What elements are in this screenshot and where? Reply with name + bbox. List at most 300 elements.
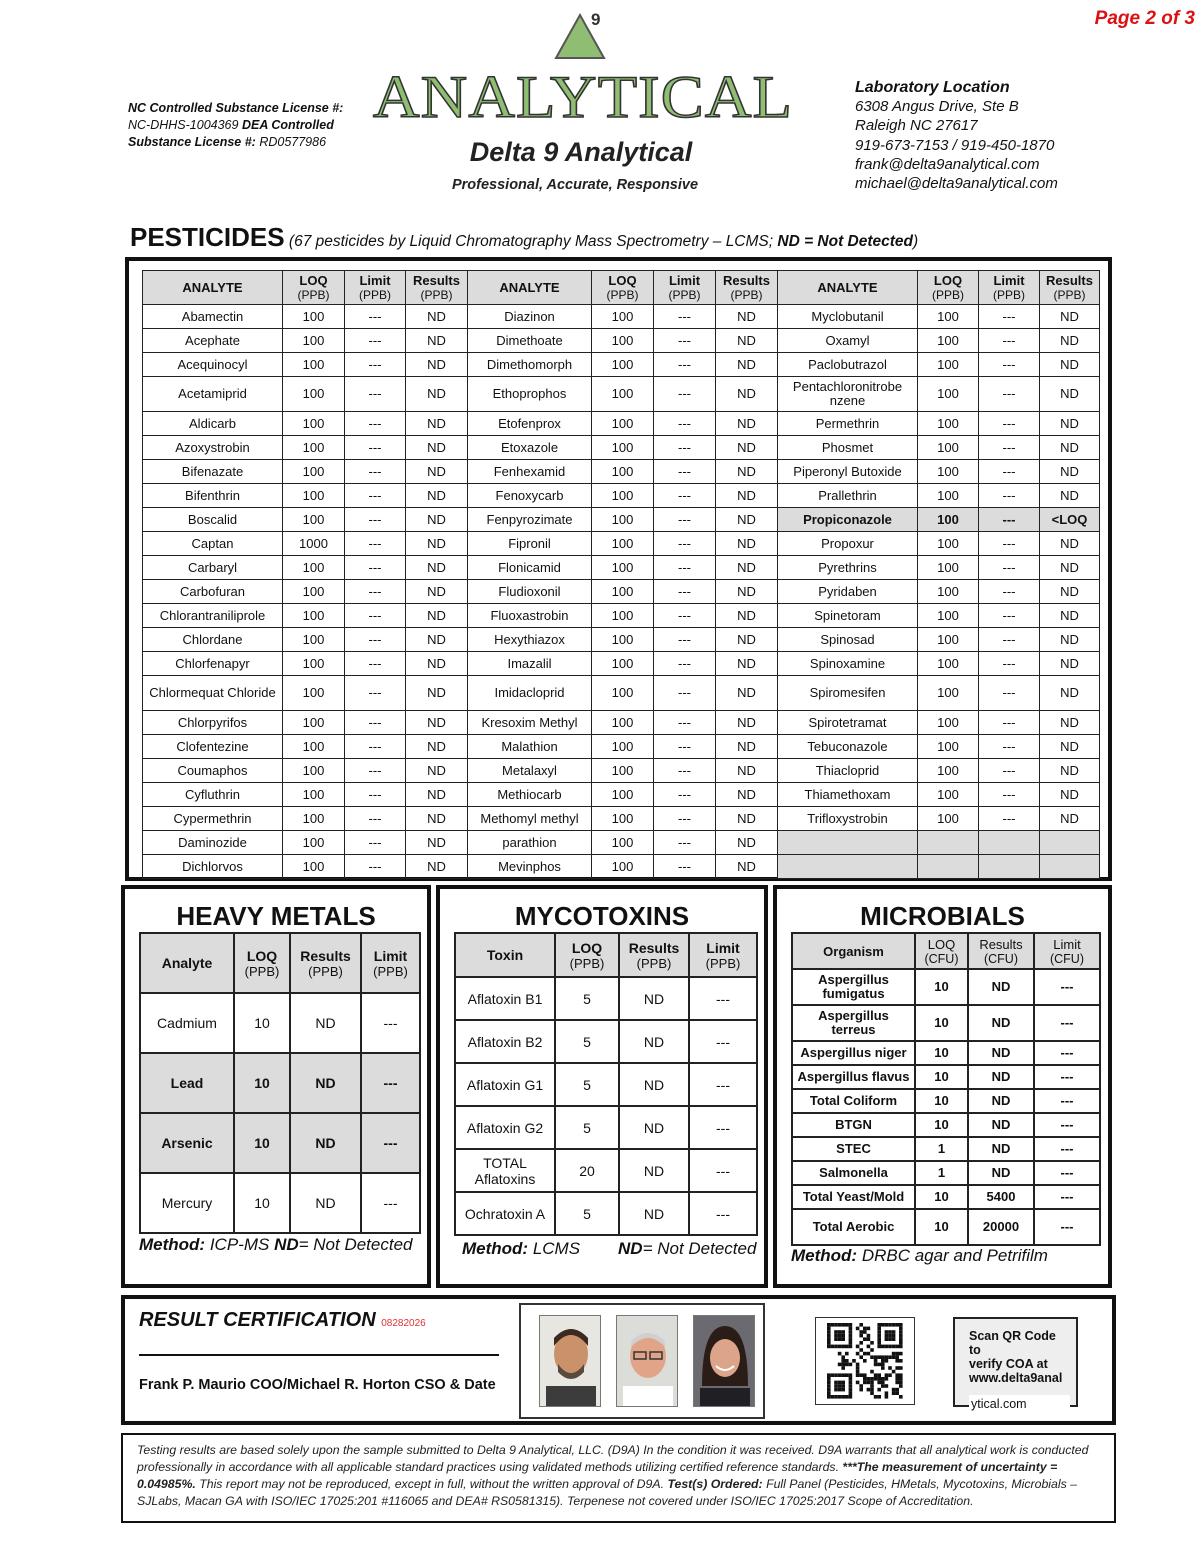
value-cell: 100: [283, 305, 345, 329]
header-loq: [283, 271, 345, 305]
table-row: [143, 735, 1100, 759]
myco-header-toxin: Toxin: [455, 933, 555, 977]
value-cell: 100: [592, 855, 654, 879]
value-cell: ---: [345, 711, 406, 735]
header-limit-label: Limit: [359, 272, 391, 288]
hm-header-loq: LOQ (PPB): [234, 933, 290, 993]
micro-cell: ND: [968, 1161, 1034, 1185]
value-cell: 100: [283, 377, 345, 412]
micro-cell: ND: [968, 1065, 1034, 1089]
myco-cell: 5: [555, 1020, 619, 1063]
value-cell: ND: [1040, 652, 1100, 676]
table-row: [455, 1020, 757, 1063]
value-cell: ND: [716, 305, 778, 329]
value-cell: ---: [979, 783, 1040, 807]
myco-cell: Aflatoxin G1: [455, 1063, 555, 1106]
value-cell: ND: [406, 783, 468, 807]
value-cell: ND: [1040, 807, 1100, 831]
myco-cell: ND: [619, 1020, 689, 1063]
analyte-cell: Dimethoate: [468, 329, 592, 353]
analyte-cell: Clofentezine: [143, 735, 283, 759]
analyte-cell: Imazalil: [468, 652, 592, 676]
value-cell: ---: [654, 377, 716, 412]
analyte-cell: Cyfluthrin: [143, 783, 283, 807]
mycotoxins-title: MYCOTOXINS: [514, 901, 690, 931]
value-cell: 100: [918, 436, 979, 460]
value-cell: ND: [1040, 711, 1100, 735]
analyte-cell: Kresoxim Methyl: [468, 711, 592, 735]
value-cell: ---: [654, 508, 716, 532]
pesticides-table: [142, 270, 1100, 879]
value-cell: ---: [654, 436, 716, 460]
value-cell: ND: [406, 484, 468, 508]
analyte-cell: Thiacloprid: [778, 759, 918, 783]
value-cell: ND: [406, 532, 468, 556]
value-cell: 100: [592, 353, 654, 377]
myco-cell: ND: [619, 1149, 689, 1192]
value-cell: ---: [345, 628, 406, 652]
micro-cell: ---: [1034, 1065, 1100, 1089]
dea-label-2: Substance License #:: [128, 135, 256, 149]
value-cell: 100: [592, 735, 654, 759]
hm-cell: ---: [361, 1053, 420, 1113]
analyte-cell: Malathion: [468, 735, 592, 759]
qr-code-icon: [816, 1318, 914, 1404]
analyte-cell: Daminozide: [143, 831, 283, 855]
myco-header-limit: Limit (PPB): [689, 933, 757, 977]
hm-cell: 10: [234, 1173, 290, 1233]
disclaimer-tests-label: Test(s) Ordered:: [667, 1477, 763, 1491]
analyte-cell: Oxamyl: [778, 329, 918, 353]
hm-cell: 10: [234, 1053, 290, 1113]
hm-cell: Mercury: [140, 1173, 234, 1233]
analyte-cell: parathion: [468, 831, 592, 855]
scan-line-3: www.delta9anal: [969, 1371, 1063, 1385]
table-row: [455, 1192, 757, 1235]
value-cell: 100: [592, 412, 654, 436]
value-cell: ---: [654, 329, 716, 353]
value-cell: ND: [716, 604, 778, 628]
table-row: [143, 412, 1100, 436]
empty-cell: [918, 855, 979, 879]
empty-cell: [979, 831, 1040, 855]
table-row: [792, 1209, 1100, 1245]
analyte-cell: Tebuconazole: [778, 735, 918, 759]
value-cell: ---: [654, 460, 716, 484]
value-cell: ---: [345, 412, 406, 436]
header-limit-unit: (PPB): [358, 287, 391, 302]
value-cell: ND: [406, 807, 468, 831]
table-row: [143, 831, 1100, 855]
lab-address-2: Raleigh NC 27617: [855, 117, 978, 135]
analyte-cell: Etoxazole: [468, 436, 592, 460]
value-cell: ---: [345, 735, 406, 759]
value-cell: ---: [979, 711, 1040, 735]
myco-nd-label: ND: [618, 1239, 643, 1258]
value-cell: ND: [1040, 377, 1100, 412]
analyte-cell: Ethoprophos: [468, 377, 592, 412]
value-cell: ND: [1040, 604, 1100, 628]
table-row: [143, 305, 1100, 329]
table-row: [143, 580, 1100, 604]
hm-header-limit: Limit (PPB): [361, 933, 420, 993]
micro-cell: ---: [1034, 1185, 1100, 1209]
analyte-cell: Bifenthrin: [143, 484, 283, 508]
microbials-title: MICROBIALS: [860, 901, 1025, 931]
myco-cell: Aflatoxin G2: [455, 1106, 555, 1149]
hm-cell: Cadmium: [140, 993, 234, 1053]
value-cell: 100: [592, 831, 654, 855]
value-cell: 100: [592, 783, 654, 807]
table-row: [792, 1089, 1100, 1113]
value-cell: 100: [592, 305, 654, 329]
header-results: [716, 271, 778, 305]
table-row: [143, 676, 1100, 711]
empty-cell: [979, 855, 1040, 879]
value-cell: 100: [283, 759, 345, 783]
myco-cell: ---: [689, 1149, 757, 1192]
lab-email-1[interactable]: frank@delta9analytical.com: [855, 155, 1040, 173]
micro-cell: 10: [915, 1089, 968, 1113]
header-analyte: ANALYTE: [468, 271, 592, 305]
lab-phone: 919-673-7153 / 919-450-1870: [855, 136, 1055, 154]
value-cell: 100: [283, 831, 345, 855]
analyte-cell: Fenoxycarb: [468, 484, 592, 508]
value-cell: ---: [979, 652, 1040, 676]
analyte-cell: Methiocarb: [468, 783, 592, 807]
value-cell: ---: [345, 436, 406, 460]
myco-cell: ND: [619, 1063, 689, 1106]
value-cell: 100: [592, 460, 654, 484]
analyte-cell: Aldicarb: [143, 412, 283, 436]
table-row: [143, 783, 1100, 807]
analyte-cell: Dimethomorph: [468, 353, 592, 377]
value-cell: 100: [283, 604, 345, 628]
micro-cell: ---: [1034, 1041, 1100, 1065]
lab-email-2[interactable]: michael@delta9analytical.com: [855, 175, 1058, 193]
value-cell: ---: [654, 855, 716, 879]
value-cell: 100: [918, 783, 979, 807]
analyte-cell: Fenpyrozimate: [468, 508, 592, 532]
analyte-cell: Carbaryl: [143, 556, 283, 580]
empty-cell: [918, 831, 979, 855]
heavy-metals-header-row: [140, 933, 420, 993]
value-cell: ND: [1040, 759, 1100, 783]
myco-method: [462, 1239, 580, 1259]
myco-cell: Ochratoxin A: [455, 1192, 555, 1235]
micro-cell: ND: [968, 1041, 1034, 1065]
header-results: [1040, 271, 1100, 305]
table-row: [140, 1113, 420, 1173]
header-results-label: Results: [413, 272, 460, 288]
pesticides-nd-note: ND = Not Detected: [777, 233, 914, 250]
myco-cell: 5: [555, 977, 619, 1020]
pesticides-heading: [130, 222, 1030, 253]
analyte-cell: Bifenazate: [143, 460, 283, 484]
value-cell: ---: [979, 329, 1040, 353]
header-limit: [345, 271, 406, 305]
value-cell: ---: [979, 604, 1040, 628]
value-cell: ---: [979, 305, 1040, 329]
hm-header-analyte: Analyte: [140, 933, 234, 993]
micro-header-loq: LOQ (CFU): [915, 933, 968, 969]
myco-cell: 20: [555, 1149, 619, 1192]
value-cell: 100: [283, 556, 345, 580]
analyte-cell: Chlorantraniliprole: [143, 604, 283, 628]
value-cell: ND: [406, 759, 468, 783]
license-info: [128, 100, 368, 151]
value-cell: 100: [918, 329, 979, 353]
micro-cell: Aspergillus niger: [792, 1041, 915, 1065]
micro-cell: Salmonella: [792, 1161, 915, 1185]
value-cell: ND: [406, 329, 468, 353]
microbials-panel: [773, 885, 1112, 1288]
value-cell: 100: [918, 412, 979, 436]
myco-cell: 5: [555, 1106, 619, 1149]
pesticides-subtitle-end: ): [913, 233, 919, 250]
hm-cell: ---: [361, 1113, 420, 1173]
pesticides-header-row: [143, 271, 1100, 305]
license-label: NC Controlled Substance License #:: [128, 101, 344, 115]
value-cell: ---: [345, 783, 406, 807]
analyte-cell: Spinoxamine: [778, 652, 918, 676]
license-value: NC-DHHS-1004369: [128, 118, 239, 132]
disclaimer-text-1: Testing results are based solely upon the sample submitted to Delta 9 Analytical, LLC. (D9A) In the condition it was received. D9A warrants that all analytical work is conducted professionally in accordance with all applicable standard practices using validated methods utilizing certified reference standards.: [137, 1443, 1089, 1474]
value-cell: ---: [979, 759, 1040, 783]
analyte-cell: Propiconazole: [778, 508, 918, 532]
analyte-cell: Diazinon: [468, 305, 592, 329]
value-cell: 100: [918, 580, 979, 604]
heavy-metals-title: HEAVY METALS: [176, 901, 376, 931]
analyte-cell: Myclobutanil: [778, 305, 918, 329]
signer-photo-3: [693, 1315, 755, 1407]
value-cell: ND: [716, 676, 778, 711]
disclaimer-text-2: This report may not be reproduced, except in full, without the written approval of D9A.: [195, 1477, 668, 1491]
value-cell: ND: [716, 628, 778, 652]
lab-location: [855, 78, 1155, 193]
value-cell: ND: [716, 329, 778, 353]
value-cell: ND: [406, 556, 468, 580]
value-cell: 100: [918, 556, 979, 580]
value-cell: ---: [979, 460, 1040, 484]
table-row: [143, 604, 1100, 628]
value-cell: ND: [406, 628, 468, 652]
micro-cell: ---: [1034, 1137, 1100, 1161]
value-cell: ND: [1040, 305, 1100, 329]
header-results-unit: (PPB): [1053, 287, 1086, 302]
value-cell: ND: [716, 855, 778, 879]
value-cell: 1000: [283, 532, 345, 556]
scan-line-4[interactable]: ytical.com: [969, 1395, 1070, 1413]
myco-cell: ---: [689, 1106, 757, 1149]
value-cell: ND: [716, 532, 778, 556]
table-row: [143, 556, 1100, 580]
value-cell: ---: [654, 353, 716, 377]
hm-cell: 10: [234, 993, 290, 1053]
value-cell: 100: [918, 484, 979, 508]
value-cell: 100: [918, 460, 979, 484]
table-row: [143, 711, 1100, 735]
value-cell: ---: [345, 305, 406, 329]
value-cell: ND: [1040, 353, 1100, 377]
micro-cell: 1: [915, 1161, 968, 1185]
lab-address-1: 6308 Angus Drive, Ste B: [855, 98, 1019, 116]
table-row: [455, 1063, 757, 1106]
value-cell: ---: [979, 807, 1040, 831]
value-cell: 100: [592, 436, 654, 460]
value-cell: 100: [283, 460, 345, 484]
value-cell: ND: [406, 735, 468, 759]
value-cell: 100: [918, 807, 979, 831]
micro-cell: ---: [1034, 1209, 1100, 1245]
page-number: Page 2 of 3: [1094, 8, 1195, 29]
micro-cell: Aspergillus fumigatus: [792, 969, 915, 1005]
header-loq-label: LOQ: [299, 272, 328, 288]
disclaimer-uncertainty: ***The measurement of uncertainty = 0.04985%.: [137, 1460, 1058, 1491]
analyte-cell: Imidacloprid: [468, 676, 592, 711]
value-cell: 100: [283, 436, 345, 460]
myco-cell: 5: [555, 1063, 619, 1106]
value-cell: ---: [654, 412, 716, 436]
value-cell: 100: [918, 628, 979, 652]
micro-header-results: Results (CFU): [968, 933, 1034, 969]
table-row: [455, 977, 757, 1020]
mycotoxins-panel: [436, 885, 768, 1288]
value-cell: 100: [918, 604, 979, 628]
qr-code[interactable]: [815, 1317, 915, 1405]
analyte-cell: Etofenprox: [468, 412, 592, 436]
table-row: [140, 1053, 420, 1113]
header-limit: [654, 271, 716, 305]
value-cell: ---: [654, 676, 716, 711]
analyte-cell: Captan: [143, 532, 283, 556]
hm-cell: ND: [290, 1053, 361, 1113]
analyte-cell: Spirotetramat: [778, 711, 918, 735]
value-cell: ---: [979, 377, 1040, 412]
myco-cell: ---: [689, 1063, 757, 1106]
myco-cell: ---: [689, 977, 757, 1020]
signers-text: Frank P. Maurio COO/Michael R. Horton CSO & Date: [139, 1377, 496, 1393]
myco-header-loq: LOQ (PPB): [555, 933, 619, 977]
value-cell: ---: [345, 532, 406, 556]
value-cell: 100: [283, 484, 345, 508]
value-cell: ND: [716, 652, 778, 676]
micro-cell: 10: [915, 1041, 968, 1065]
value-cell: ND: [406, 831, 468, 855]
value-cell: ND: [716, 759, 778, 783]
table-row: [792, 1161, 1100, 1185]
value-cell: ND: [1040, 329, 1100, 353]
value-cell: ND: [716, 735, 778, 759]
value-cell: 100: [283, 855, 345, 879]
value-cell: 100: [283, 652, 345, 676]
value-cell: ND: [716, 556, 778, 580]
hm-method: [139, 1235, 413, 1255]
hm-method-label: Method:: [139, 1235, 206, 1254]
header-results-label: Results: [723, 272, 770, 288]
value-cell: ---: [979, 628, 1040, 652]
value-cell: ND: [406, 676, 468, 711]
value-cell: ---: [345, 807, 406, 831]
empty-cell: [1040, 855, 1100, 879]
table-row: [792, 1185, 1100, 1209]
value-cell: ---: [345, 676, 406, 711]
value-cell: 100: [918, 377, 979, 412]
table-row: [143, 652, 1100, 676]
table-row: [143, 377, 1100, 412]
value-cell: 100: [283, 628, 345, 652]
value-cell: ND: [1040, 460, 1100, 484]
value-cell: ---: [345, 831, 406, 855]
header-loq-unit: (PPB): [606, 287, 639, 302]
value-cell: 100: [918, 711, 979, 735]
empty-cell: [778, 855, 918, 879]
empty-cell: [1040, 831, 1100, 855]
value-cell: ---: [345, 855, 406, 879]
myco-cell: ND: [619, 977, 689, 1020]
value-cell: ND: [1040, 484, 1100, 508]
signer-photos: [519, 1303, 765, 1419]
table-row: [143, 855, 1100, 879]
value-cell: ND: [716, 377, 778, 412]
value-cell: ND: [1040, 783, 1100, 807]
value-cell: ND: [716, 508, 778, 532]
value-cell: ND: [716, 831, 778, 855]
value-cell: ---: [345, 377, 406, 412]
analyte-cell: Mevinphos: [468, 855, 592, 879]
micro-cell: Aspergillus flavus: [792, 1065, 915, 1089]
company-logo: [370, 5, 800, 200]
analyte-cell: Spiromesifen: [778, 676, 918, 711]
micro-cell: ND: [968, 1113, 1034, 1137]
analyte-cell: Piperonyl Butoxide: [778, 460, 918, 484]
micro-header-limit: Limit (CFU): [1034, 933, 1100, 969]
micro-cell: 5400: [968, 1185, 1034, 1209]
header-loq: [592, 271, 654, 305]
value-cell: 100: [918, 735, 979, 759]
micro-header-organism: Organism: [792, 933, 915, 969]
value-cell: ND: [1040, 532, 1100, 556]
disclaimer-text-3: Full Panel (Pesticides, HMetals, Mycotoxins, Microbials – SJLabs, Macan GA with ISO/IEC 17025:201 #116065 and DEA# RS0581315). Terpenese not covered under ISO/IEC 17025:2017 Scope of Accreditation.: [137, 1477, 1078, 1508]
heavy-metals-table: [139, 932, 421, 1234]
value-cell: 100: [592, 711, 654, 735]
value-cell: ---: [345, 353, 406, 377]
value-cell: ---: [654, 735, 716, 759]
value-cell: ND: [406, 436, 468, 460]
value-cell: ND: [716, 580, 778, 604]
myco-cell: ND: [619, 1106, 689, 1149]
value-cell: 100: [592, 604, 654, 628]
table-row: [143, 628, 1100, 652]
micro-cell: ---: [1034, 1005, 1100, 1041]
mycotoxins-header-row: [455, 933, 757, 977]
analyte-cell: Chlorpyrifos: [143, 711, 283, 735]
myco-cell: TOTAL Aflatoxins: [455, 1149, 555, 1192]
logo-graphic: [370, 5, 800, 200]
analyte-cell: Fipronil: [468, 532, 592, 556]
scan-line-1: Scan QR Code to: [969, 1329, 1056, 1357]
table-row: [143, 329, 1100, 353]
analyte-cell: Abamectin: [143, 305, 283, 329]
value-cell: <LOQ: [1040, 508, 1100, 532]
micro-cell: 10: [915, 1005, 968, 1041]
hm-cell: ND: [290, 1173, 361, 1233]
value-cell: 100: [592, 676, 654, 711]
table-row: [455, 1106, 757, 1149]
table-row: [792, 1041, 1100, 1065]
value-cell: ---: [979, 532, 1040, 556]
analyte-cell: Carbofuran: [143, 580, 283, 604]
